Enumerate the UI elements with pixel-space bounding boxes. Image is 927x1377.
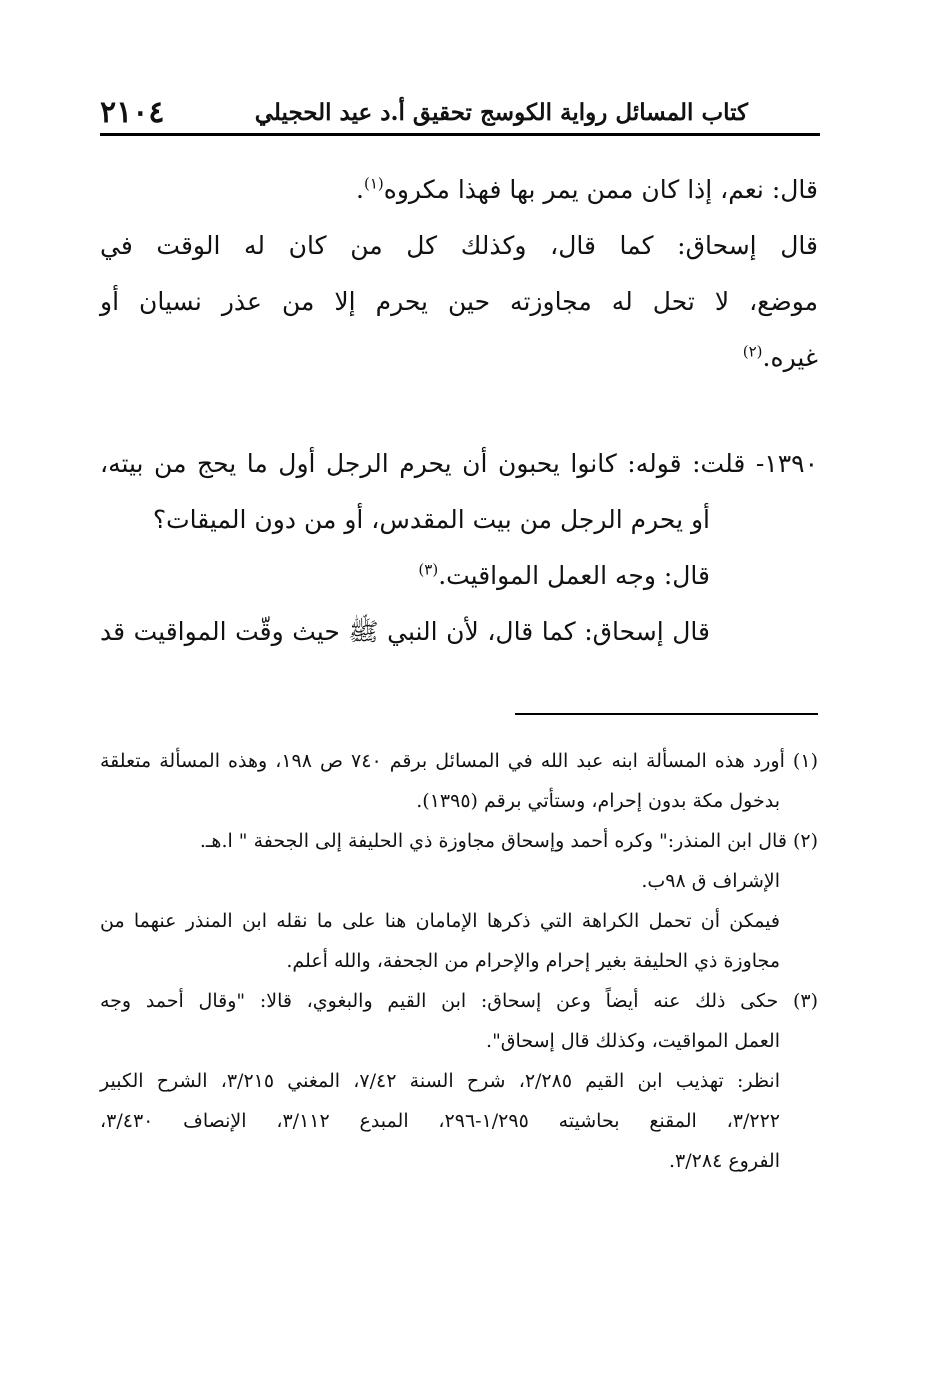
- header-rule: [100, 133, 820, 136]
- body-line: قال إسحاق: كما قال، وكذلك كل من كان له الوقت في: [100, 231, 818, 260]
- footnote-line: مجاوزة ذي الحليفة بغير إحرام والإحرام من الجحفة، والله أعلم.: [286, 950, 780, 972]
- footnote-line: فيمكن أن تحمل الكراهة التي ذكرها الإمامان هنا على ما نقله ابن المنذر عنهما من: [100, 910, 780, 932]
- page-header: [100, 92, 818, 132]
- footnote-ref: (٢): [742, 342, 763, 361]
- body-line: أو يحرم الرجل من بيت المقدس، أو من دون الميقات؟: [152, 505, 710, 534]
- footnote-line: ٣/٢٢٢، المقنع بحاشيته ١/٢٩٥-٢٩٦، المبدع ٣/١١٢، الإنصاف ٣/٤٣٠،: [100, 1110, 780, 1132]
- footnote-line: (٣) حكى ذلك عنه أيضاً وعن إسحاق: ابن القيم والبغوي، قالا: "وقال أحمد وجه: [100, 990, 818, 1012]
- body-line: موضع، لا تحل له مجاوزته حين يحرم إلا من عذر نسيان أو: [100, 287, 818, 316]
- paragraph-question-1390: [100, 436, 818, 660]
- footnote-ref: (٣): [418, 560, 439, 579]
- page-number: ٢١٠٤: [100, 94, 165, 130]
- footnote-line: بدخول مكة بدون إحرام، وستأتي برقم (١٣٩٥).: [416, 790, 780, 812]
- footnote-line: الإشراف ق ٩٨ب.: [641, 870, 780, 892]
- footnotes: [100, 741, 818, 1181]
- running-title: كتاب المسائل رواية الكوسج تحقيق أ.د عيد الحجيلي: [254, 98, 748, 126]
- footnote-line: الفروع ٣/٢٨٤.: [669, 1150, 780, 1172]
- body-line: قال إسحاق: كما قال، لأن النبي ﷺ حيث وقّت المواقيت قد: [100, 617, 710, 646]
- footnote-ref: (١): [363, 174, 384, 193]
- footnote-line: (١) أورد هذه المسألة ابنه عبد الله في المسائل برقم ٧٤٠ ص ١٩٨، وهذه المسألة متعلقة: [100, 750, 818, 772]
- body-line: ١٣٩٠- قلت: قوله: كانوا يحبون أن يحرم الرجل أول ما يحج من بيته،: [100, 449, 818, 478]
- footnote-line: العمل المواقيت، وكذلك قال إسحاق".: [486, 1030, 780, 1052]
- paragraph-answer: [100, 162, 818, 386]
- body-line: غيره.$^{(٢)}$: [742, 342, 818, 372]
- body-line: قال: وجه العمل المواقيت.$^{(٣)}$: [418, 560, 710, 590]
- footnote-line: انظر: تهذيب ابن القيم ٢/٢٨٥، شرح السنة ٧/٤٢، المغني ٣/٢١٥، الشرح الكبير: [100, 1070, 780, 1092]
- footnote-line: (٢) قال ابن المنذر:" وكره أحمد وإسحاق مجاوزة ذي الحليفة إلى الجحفة " ا.هـ.: [199, 830, 818, 852]
- footnote-rule: [515, 713, 818, 715]
- body-line: قال: نعم، إذا كان ممن يمر بها فهذا مكروه$^{(١)}$.: [356, 174, 818, 204]
